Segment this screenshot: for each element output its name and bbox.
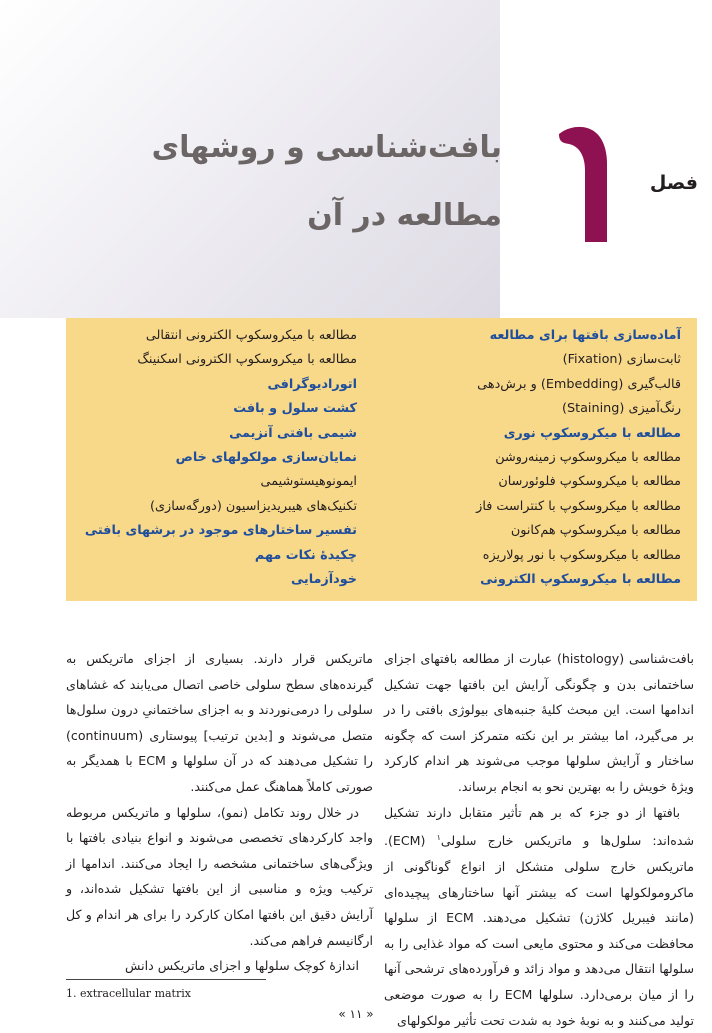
contents-item[interactable]: ایمونوهیستوشیمی (260, 474, 357, 490)
contents-heading[interactable]: مطالعه با میکروسکوپ الکترونی (480, 571, 681, 587)
contents-heading[interactable]: اتورادیوگرافی (267, 376, 357, 392)
chapter-contents-box (66, 318, 697, 601)
contents-item[interactable]: رنگ‌آمیزی (Staining) (561, 401, 681, 417)
text-column-right (384, 646, 694, 1033)
chapter-title-line2: مطالعه در آن (307, 198, 502, 233)
footnote-divider (66, 979, 266, 980)
contents-item[interactable]: مطالعه با میکروسکوپ با کنتراست فاز (476, 498, 681, 514)
contents-heading[interactable]: تفسیر ساختارهای موجود در برشهای بافتی (84, 523, 357, 539)
contents-column-right (381, 324, 681, 592)
chapter-number-glyph (545, 120, 625, 250)
contents-heading[interactable]: چکیدهٔ نکات مهم (254, 547, 357, 563)
contents-heading[interactable]: مطالعه با میکروسکوپ نوری (503, 425, 681, 441)
contents-item[interactable]: قالب‌گیری (Embedding) و برش‌دهی (477, 376, 681, 392)
contents-item[interactable]: مطالعه با میکروسکوپ الکترونی انتقالی (145, 328, 357, 343)
footnote-ref[interactable]: ۱ (436, 833, 441, 843)
text-column-left (66, 646, 373, 979)
chapter-title-line1: بافت‌شناسی و روشهای (151, 130, 502, 165)
paragraph: در خلال روند تکامل (نمو)، سلولها و ماتریکس مربوطه واجد کارکردهای تخصصی می‌شوند و انواع بنیادی بافتها با ویژگی‌های ساختمانی مشخصه را ایجاد می‌کنند. اندامها از ترکیب ویژه و مناسبی از این بافتها تشکیل شده‌اند، و آرایش دقیق این بافتها امکان کارکرد را برای هر اندام و کل ارگانیسم فراهم می‌کند. (66, 804, 373, 948)
paragraph: بافت‌شناسی (histology) عبارت از مطالعه بافتهای اجزای ساختمانی بدن و چگونگی آرایش این بافتها جهت تشکیل اندامها است. این مبحث کلیهٔ جنبه‌های بیولوژی بافتی را در بر می‌گیرد، اما بیشتر بر این نکته متمرکز است که چگونه ساختار و آرایش سلولها موجب می‌شوند هر اندام کارکرد ویژهٔ خویش را به بهترین نحو به انجام برساند. (384, 651, 694, 794)
contents-item[interactable]: ثابت‌سازی (Fixation) (562, 352, 681, 368)
contents-heading[interactable]: نمایان‌سازی مولکولهای خاص (175, 449, 357, 465)
contents-column-left (71, 324, 357, 592)
contents-item[interactable]: تکنیک‌های هیبریدیزاسیون (دورگه‌سازی) (150, 498, 357, 514)
contents-heading[interactable]: آماده‌سازی بافتها برای مطالعه (489, 328, 681, 343)
contents-item[interactable]: مطالعه با میکروسکوپ هم‌کانون (510, 523, 681, 539)
footnote: 1. extracellular matrix (66, 987, 191, 1000)
paragraph: بافتها از دو جزء که بر هم تأثیر متقابل دارند تشکیل شده‌اند: سلول‌ها و ماتریکس خارج سلولی$^۱$ (ECM). ماتریکس خارج سلولی متشکل از انواع گوناگونی از ماکرومولکولها است که بیشتر آنها ساختارهای پیچیده‌ای (مانند فیبریل کلاژن) تشکیل می‌دهند. ECM از سلولها محافظت می‌کند و محتوی مایعی است که مواد غذایی را به سلولها انتقال می‌دهد و مواد زائد و فرآورده‌های ترشحی آنها را از میان برمی‌دارد. سلولها ECM را به صورت موضعی تولید می‌کنند و به نوبهٔ خود به شدت تحت تأثیر مولکولهای (384, 804, 694, 1028)
contents-item[interactable]: مطالعه با میکروسکوپ فلوئورسان (498, 474, 681, 490)
contents-heading[interactable]: خودآزمایی (290, 571, 357, 587)
page-number: « ۱۱ » (338, 1007, 374, 1021)
contents-heading[interactable]: شیمی بافتی آنزیمی (229, 425, 357, 441)
paragraph: ماتریکس قرار دارند. بسیاری از اجزای ماتریکس به گیرنده‌های سطح سلولی خاصی اتصال می‌یابند که غشاهای سلولی را درمی‌نوردند و به اجزای ساختمانیِ درون سلول‌ها متصل می‌شوند و [بدین ترتیب] پیوستاری (continuum) را تشکیل می‌دهند که در آن سلولها و ECM با همدیگر به صورتی کاملاً هماهنگ عمل می‌کنند. (66, 651, 374, 794)
contents-heading[interactable]: کشت سلول و بافت (233, 401, 357, 417)
chapter-label: فصل (649, 172, 698, 194)
contents-item[interactable]: مطالعه با میکروسکوپ زمینه‌روشن (495, 449, 681, 465)
contents-item[interactable]: مطالعه با میکروسکوپ الکترونی اسکنینگ (137, 352, 357, 368)
paragraph: اندازهٔ کوچک سلولها و اجزای ماتریکس دانش (125, 958, 359, 974)
contents-item[interactable]: مطالعه با میکروسکوپ با نور پولاریزه (482, 547, 681, 563)
